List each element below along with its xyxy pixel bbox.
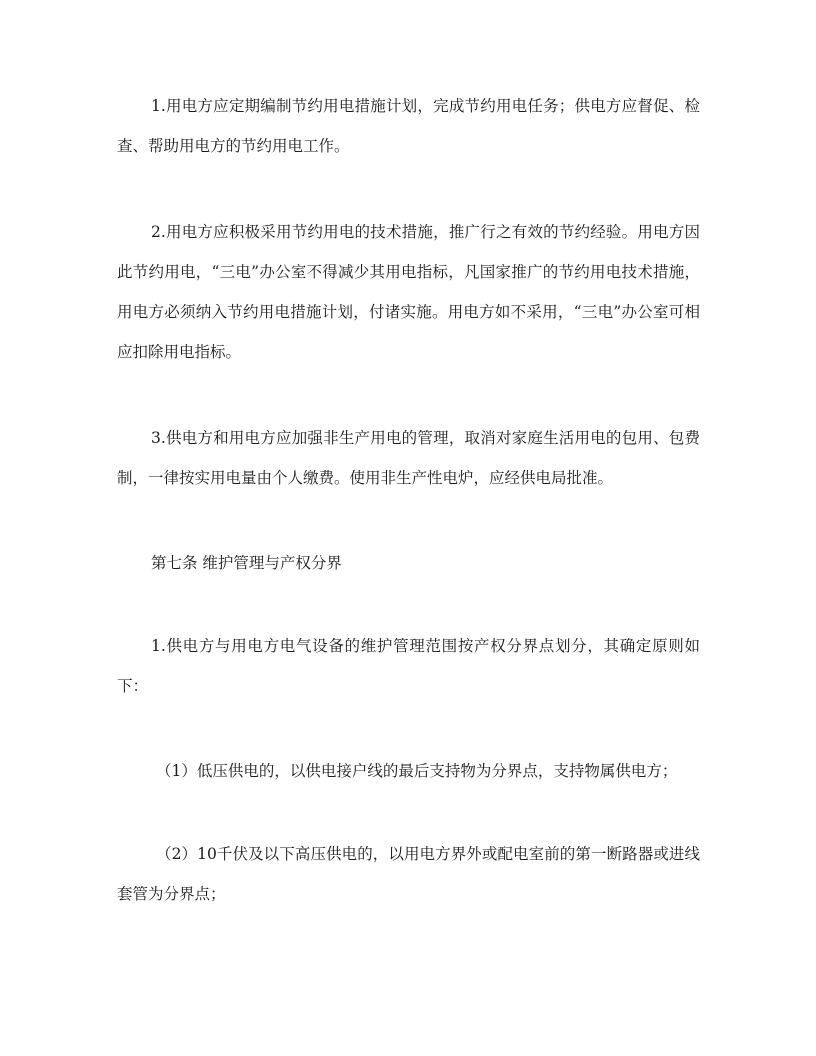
paragraph-non-production-electricity: 3.供电方和用电方应加强非生产用电的管理，取消对家庭生活用电的包用、包费制，一律按实用电量由个人缴费。使用非生产性电炉，应经供电局批准。	[117, 429, 700, 487]
item-high-voltage-supply: （2）10千伏及以下高压供电的，以用电方界外或配电室前的第一断路器或进线套管为分界点；	[117, 845, 700, 903]
paragraph-energy-saving-measures: 2.用电方应积极采用节约用电的技术措施，推广行之有效的节约经验。用电方因此节约用电，“三电”办公室不得减少其用电指标，凡国家推广的节约用电技术措施，用电方必须纳入节约用电措施计划，付诸实施。用电方如不采用，“三电”办公室可相应扣除用电指标。	[117, 223, 700, 361]
paragraph-maintenance-scope: 1.供电方与用电方电气设备的维护管理范围按产权分界点划分，其确定原则如下：	[117, 637, 700, 695]
paragraph-energy-saving-plan: 1.用电方应定期编制节约用电措施计划，完成节约用电任务；供电方应督促、检查、帮助用电方的节约用电工作。	[117, 97, 700, 155]
article-seven-heading: 第七条 维护管理与产权分界	[151, 554, 342, 572]
item-low-voltage-supply: （1）低压供电的，以供电接户线的最后支持物为分界点，支持物属供电方；	[156, 762, 678, 780]
